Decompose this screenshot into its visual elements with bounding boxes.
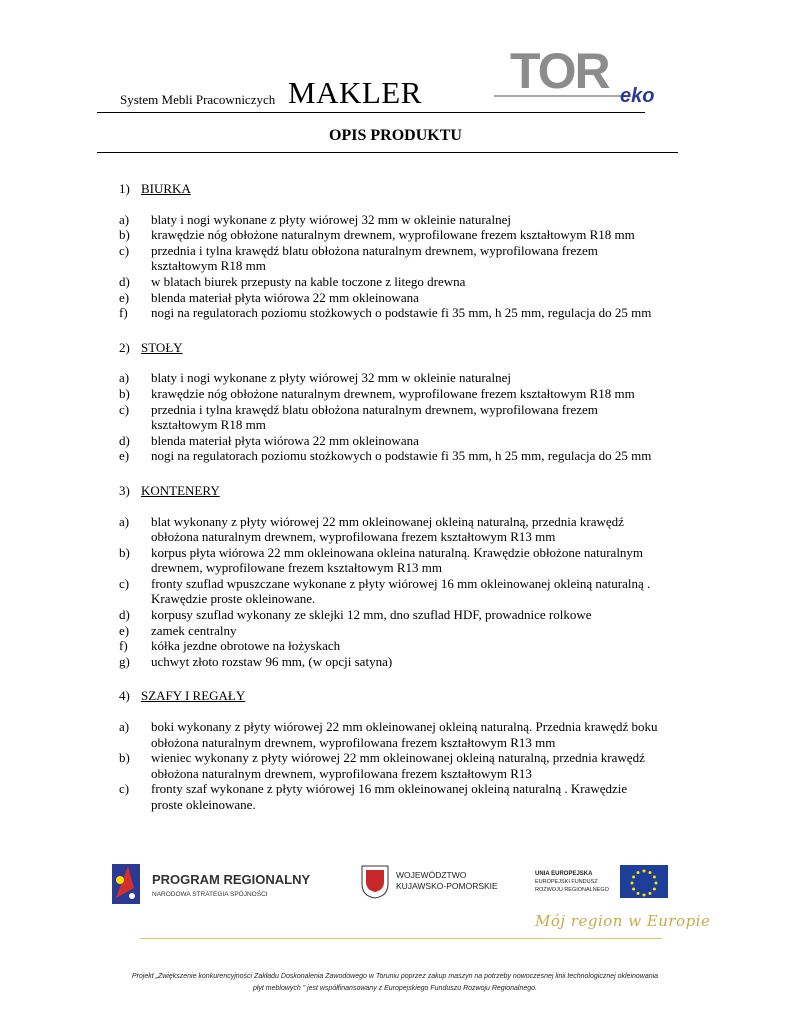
list-item: d) korpusy szuflad wykonany ze sklejki 12 mm, dno szuflad HDF, prowadnice rolkowe [119,607,592,623]
page-title: OPIS PRODUKTU [329,127,462,144]
section-heading: SZAFY I REGAŁY [141,688,246,704]
section-heading: BIURKA [141,181,191,196]
list-item: f) nogi na regulatorach poziomu stożkowych o podstawie fi 35 mm, h 25 mm, regulacja do 25 mm [119,305,652,321]
list-item: a) blaty i nogi wykonane z płyty wiórowej 32 mm w okleinie naturalnej [119,211,511,227]
program-subtitle: NARODOWA STRATEGIA SPÓJNOŚCI [152,891,268,898]
list-item: a) blat wykonany z płyty wiórowej 22 mm okleinowanej okleiną naturalną, przednia krawędź obłożona naturalnym drewnem, wyprofilowana frezem kształtowym R13 mm [119,513,624,545]
logo-main-text: TOR [510,50,609,99]
list-item: g) uchwyt złoto rozstaw 96 mm, (w opcji satyna) [119,653,393,669]
list-item: c) fronty szaf wykonane z płyty wiórowej 16 mm okleinowanej okleiną naturalną . Krawędzie proste okleinowane. [119,781,628,812]
program-title: PROGRAM REGIONALNY [152,872,311,887]
section-kontenery [119,483,699,670]
eu-logo [535,865,670,903]
section-szafy [119,688,699,812]
project-note [90,971,700,995]
section-number: 3) [119,482,130,498]
section-heading: KONTENERY [141,482,220,498]
list-item: b) korpus płyta wiórowa 22 mm okleinowana okleina naturalną. Krawędzie obłożone naturalnym drewnem, wyprofilowane frezem kształtowym R13 mm [119,544,644,576]
list-item: c) przednia i tylna krawędź blatu obłożona naturalnym drewnem, wyprofilowana frezem kształtowym R18 mm [119,242,598,274]
header-divider [97,112,645,113]
list-item: a) boki wykonany z płyty wiórowej 22 mm okleinowanej okleiną naturalną. Przednia krawędź boku obłożona naturalnym drewnem, wyprofilowana frezem kształtowym R13 mm [119,719,658,750]
eu-line2: EUROPEJSKI FUNDUSZ [535,879,598,885]
list-item: b) wieniec wykonany z płyty wiórowej 22 mm okleinowanej okleiną naturalną, przednia krawędź obłożona naturalnym drewnem, wyprofilowana frezem kształtowym R13 [119,750,645,781]
project-line-1: Projekt „Zwiększenie konkurencyjności Zakładu Doskonalenia Zawodowego w Toruniu poprzez zakup maszyn na potrzeby nowoczesnej linii technologicznej okleinowania [131,973,659,980]
project-line-2: płyt meblowych ” jest współfinansowany z Europejskiego Funduszu Rozwoju Regionalnego. [252,985,538,992]
slogan: Mój region w Europie [535,912,711,930]
title-divider [97,152,678,153]
wojewodztwo-logo [360,862,510,900]
list-item: a) blaty i nogi wykonane z płyty wiórowej 32 mm w okleinie naturalnej [119,370,511,386]
list-item: d) blenda materiał płyta wiórowa 22 mm okleinowana [119,432,419,448]
section-number: 1) [119,181,130,196]
list-item: c) przednia i tylna krawędź blatu obłożona naturalnym drewnem, wyprofilowana frezem kształtowym R18 mm [119,401,598,433]
section-heading: STOŁY [141,339,183,355]
section-stoly [119,340,699,464]
list-item: e) nogi na regulatorach poziomu stożkowych o podstawie fi 35 mm, h 25 mm, regulacja do 25 mm [119,448,652,464]
product-description [119,181,699,832]
logo-sub-text: eko [620,85,655,107]
section-biurka [119,181,699,321]
eu-line3: ROZWOJU REGIONALNEGO [535,887,609,893]
eu-line1: UNIA EUROPEJSKA [535,871,593,877]
list-item: e) zamek centralny [119,622,237,638]
list-item: b) krawędzie nóg obłożone naturalnym drewnem, wyprofilowane frezem kształtowym R18 mm [119,385,635,401]
section-number: 4) [119,688,130,704]
section-number: 2) [119,339,130,355]
list-item: e) blenda materiał płyta wiórowa 22 mm okleinowana [119,289,419,305]
region-line2: KUJAWSKO-POMORSKIE [396,881,498,891]
footer-divider [140,938,662,939]
header-subtitle: System Mebli Pracowniczych [120,92,276,107]
header-title: MAKLER [288,75,422,110]
list-item: f) kółka jezdne obrotowe na łożyskach [119,638,341,654]
toreko-logo [494,50,664,108]
list-item: d) w blatach biurek przepusty na kable toczone z litego drewna [119,273,466,289]
list-item: b) krawędzie nóg obłożone naturalnym drewnem, wyprofilowane frezem kształtowym R18 mm [119,227,635,243]
program-regionalny-logo [108,858,318,913]
region-line1: WOJEWÓDZTWO [396,870,467,880]
list-item: c) fronty szuflad wpuszczane wykonane z płyty wiórowej 16 mm okleinowanej okleiną naturalną . Krawędzie proste okleinowane. [119,575,651,607]
